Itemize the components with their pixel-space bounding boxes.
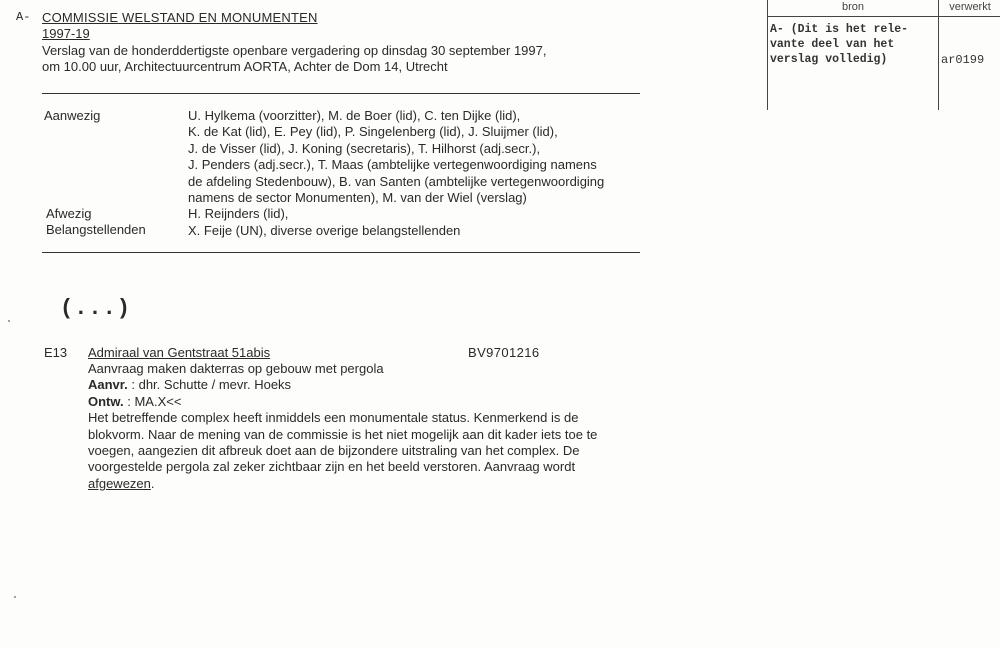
item-verdict: afgewezen: [88, 475, 151, 491]
divider-bottom: [42, 252, 640, 253]
item-code: E13: [44, 345, 68, 360]
source-note-line: A- (Dit is het rele-: [770, 23, 909, 36]
applicant-label: Aanvr.: [88, 377, 128, 393]
source-box-divider: [938, 0, 939, 110]
item-verdict-line: [88, 476, 597, 492]
source-box: [767, 0, 1000, 110]
item-designer: [88, 394, 597, 410]
item-verdict-suffix: .: [150, 475, 155, 491]
item-request: Aanvraag maken dakterras op gebouw met pergola: [88, 361, 384, 376]
item-body: [88, 361, 597, 492]
divider-top: [42, 93, 640, 94]
item-text-line: Het betreffende complex heeft inmiddels een monumentale status. Kenmerkend is de: [88, 410, 579, 426]
meeting-description-line-2: om 10.00 uur, Architectuurcentrum AORTA, Achter de Dom 14, Utrecht: [42, 59, 448, 74]
applicant-value: : dhr. Schutte / mevr. Hoeks: [131, 377, 292, 393]
scan-speck: [8, 320, 10, 322]
present-line: de afdeling Stedenbouw), B. van Santen (ambtelijke vertegenwoordiging: [188, 173, 605, 189]
designer-value: : MA.X<<: [127, 393, 182, 409]
source-note: [770, 22, 908, 67]
present-label: Aanwezig: [44, 108, 101, 123]
stakeholders-value: X. Feije (UN), diverse overige belangstellenden: [188, 222, 461, 238]
absent-label: Afwezig: [46, 206, 92, 221]
stakeholders-label: Belangstellenden: [46, 222, 146, 237]
item-reference: BV9701216: [468, 345, 540, 360]
document-number: 1997-19: [42, 26, 90, 41]
source-note-line: vante deel van het: [770, 38, 895, 51]
present-line: J. Penders (adj.secr.), T. Maas (ambtelijke vertegenwoordiging namens: [188, 157, 597, 173]
designer-label: Ontw.: [88, 393, 124, 409]
item-address: Admiraal van Gentstraat 51abis: [88, 345, 271, 360]
document-mark: A-: [16, 10, 31, 24]
source-note-line: verslag volledig): [770, 53, 888, 66]
present-list: [188, 108, 604, 239]
present-line: J. de Visser (lid), J. Koning (secretaris), T. Hilhorst (adj.secr.),: [188, 140, 541, 156]
item-applicant: [88, 377, 597, 393]
present-line: U. Hylkema (voorzitter), M. de Boer (lid), C. ten Dijke (lid),: [188, 108, 521, 123]
source-header-bron: bron: [841, 1, 865, 13]
source-header-verwerkt: verwerkt: [949, 1, 991, 13]
item-text-line: blokvorm. Naar de mening van de commissie is het niet mogelijk aan dit kader iets toe te: [88, 426, 598, 442]
item-text-line: voegen, aangezien dit afbreuk doet aan de bijzondere uitstraling van het complex. De: [88, 443, 580, 459]
meeting-description-line-1: Verslag van de honderddertigste openbare vergadering op dinsdag 30 september 1997,: [42, 43, 547, 58]
present-line: K. de Kat (lid), E. Pey (lid), P. Singelenberg (lid), J. Sluijmer (lid),: [188, 124, 558, 140]
scan-speck: [14, 596, 16, 598]
source-code: ar0199: [941, 53, 985, 67]
document-title: COMMISSIE WELSTAND EN MONUMENTEN: [42, 10, 318, 25]
present-line: namens de sector Monumenten), M. van der Wiel (verslag): [188, 190, 527, 206]
item-text-line: voorgestelde pergola zal zeker zichtbaar zijn en het beeld verstoren. Aanvraag wordt: [88, 459, 576, 475]
omission-marker: (...): [60, 296, 132, 321]
absent-value: H. Reijnders (lid),: [188, 206, 289, 222]
